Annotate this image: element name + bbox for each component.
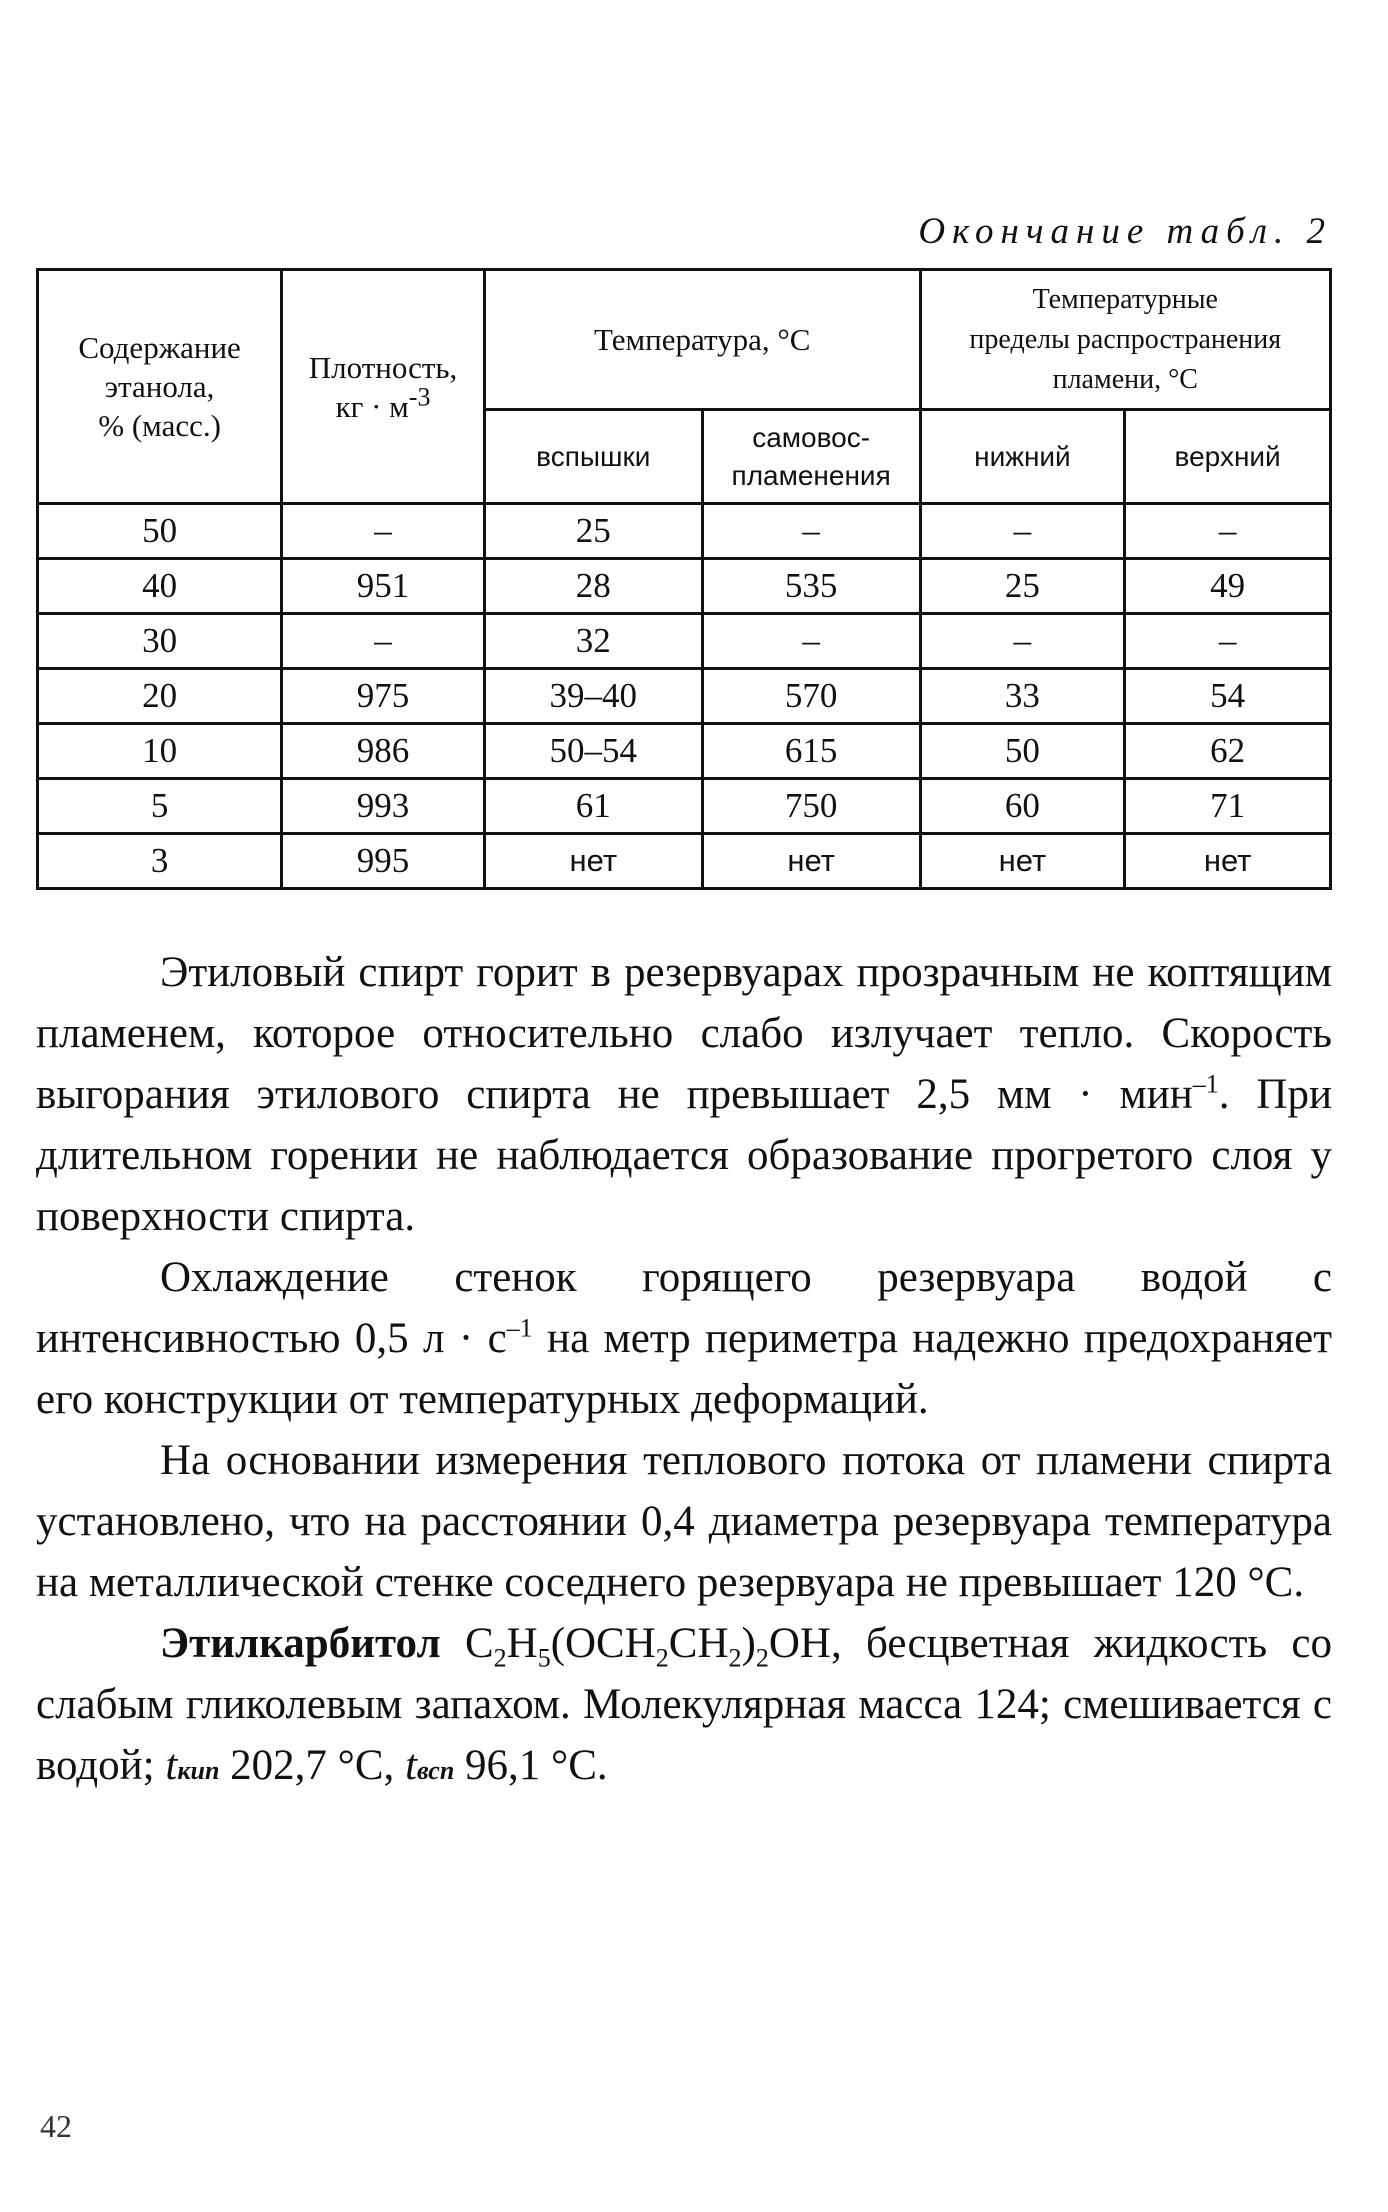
table-cell: 71 (1125, 779, 1331, 834)
table-cell: – (920, 504, 1125, 559)
table-cell: 60 (920, 779, 1125, 834)
table-row (38, 834, 1331, 889)
table-cell: 993 (282, 779, 485, 834)
table-cell: 32 (484, 614, 702, 669)
table-cell: 30 (38, 614, 282, 669)
header-density: Плотность, кг · $м^{-3}$ (282, 270, 485, 504)
header-ethanol-content: Содержание этанола, % (масс.) (38, 270, 282, 504)
table-caption: Окончание табл. 2 (918, 211, 1332, 252)
term-ethylcarbitol: Этилкарбитол (160, 1620, 441, 1667)
header-temperature: Температура, °С (484, 270, 920, 410)
table-row (38, 504, 1331, 559)
table-cell: 49 (1125, 559, 1331, 614)
table-cell: нет (1125, 834, 1331, 889)
table-cell: – (702, 504, 920, 559)
table-cell: 50 (38, 504, 282, 559)
paragraph-cooling: Охлаждение стенок горящего резервуара водой с интенсивностью 0,5 $л \cdot с^{-1}$ на метр периметра надежно предохраняет его конструкции от температурных деформаций. (36, 1254, 1332, 1423)
table-cell: 5 (38, 779, 282, 834)
table-cell: – (1125, 504, 1331, 559)
table-cell: 62 (1125, 724, 1331, 779)
table-cell: 25 (484, 504, 702, 559)
table-cell: 615 (702, 724, 920, 779)
table-cell: 570 (702, 669, 920, 724)
table-cell: – (920, 614, 1125, 669)
table-row (38, 724, 1331, 779)
table-cell: 750 (702, 779, 920, 834)
table-cell: 33 (920, 669, 1125, 724)
table-row (38, 669, 1331, 724)
subheader-flash: вспышки (484, 410, 702, 504)
table-cell: 61 (484, 779, 702, 834)
table-cell: 50–54 (484, 724, 702, 779)
table-cell: 25 (920, 559, 1125, 614)
paragraph-heat-flux: На основании измерения теплового потока от пламени спирта установлено, что на расстоянии 0,4 диаметра резервуара температура на металлической стенке соседнего резервуара не превышает 120 °С. (36, 1437, 1332, 1606)
table-cell: 10 (38, 724, 282, 779)
paragraph-ethylcarbitol: Этилкарбитол $C_2H_5(OCH_2CH_2)_2OH$, бесцветная жидкость со слабым гликолевым запахом. Молекулярная масса 124; смешивается с водой; tкип 202,7 °С, tвсп 96,1 °С. (36, 1620, 1332, 1789)
table-cell: – (282, 614, 485, 669)
paragraph-burning: Этиловый спирт горит в резервуарах прозрачным не коптящим пламенем, которое относительно слабо излучает тепло. Скорость выгорания этилового спирта не превышает 2,5 мм · мин$^{-1}$. При длительном горении не наблюдается образование прогретого слоя у поверхности спирта. (36, 949, 1332, 1240)
header-flame-limits: Температурные пределы распространения пламени, °С (920, 270, 1330, 410)
table-cell: нет (702, 834, 920, 889)
table-cell: – (702, 614, 920, 669)
page-number: 42 (40, 2108, 72, 2144)
table-cell: – (1125, 614, 1331, 669)
table-cell: 995 (282, 834, 485, 889)
table-cell: нет (484, 834, 702, 889)
flammability-table (36, 268, 1332, 890)
table-cell: 50 (920, 724, 1125, 779)
table-cell: 951 (282, 559, 485, 614)
subheader-upper: верхний (1125, 410, 1331, 504)
table-row (38, 779, 1331, 834)
table-cell: – (282, 504, 485, 559)
table-cell: 986 (282, 724, 485, 779)
table-cell: 975 (282, 669, 485, 724)
table-cell: 28 (484, 559, 702, 614)
table-cell: 39–40 (484, 669, 702, 724)
subheader-lower: нижний (920, 410, 1125, 504)
table-cell: нет (920, 834, 1125, 889)
table-row (38, 614, 1331, 669)
table-header-row (38, 270, 1331, 410)
table-cell: 54 (1125, 669, 1331, 724)
table-row (38, 559, 1331, 614)
subheader-autoignition: самовос- пламенения (702, 410, 920, 504)
table-cell: 3 (38, 834, 282, 889)
table-cell: 40 (38, 559, 282, 614)
table-cell: 20 (38, 669, 282, 724)
body-text (36, 942, 1332, 1801)
table-cell: 535 (702, 559, 920, 614)
